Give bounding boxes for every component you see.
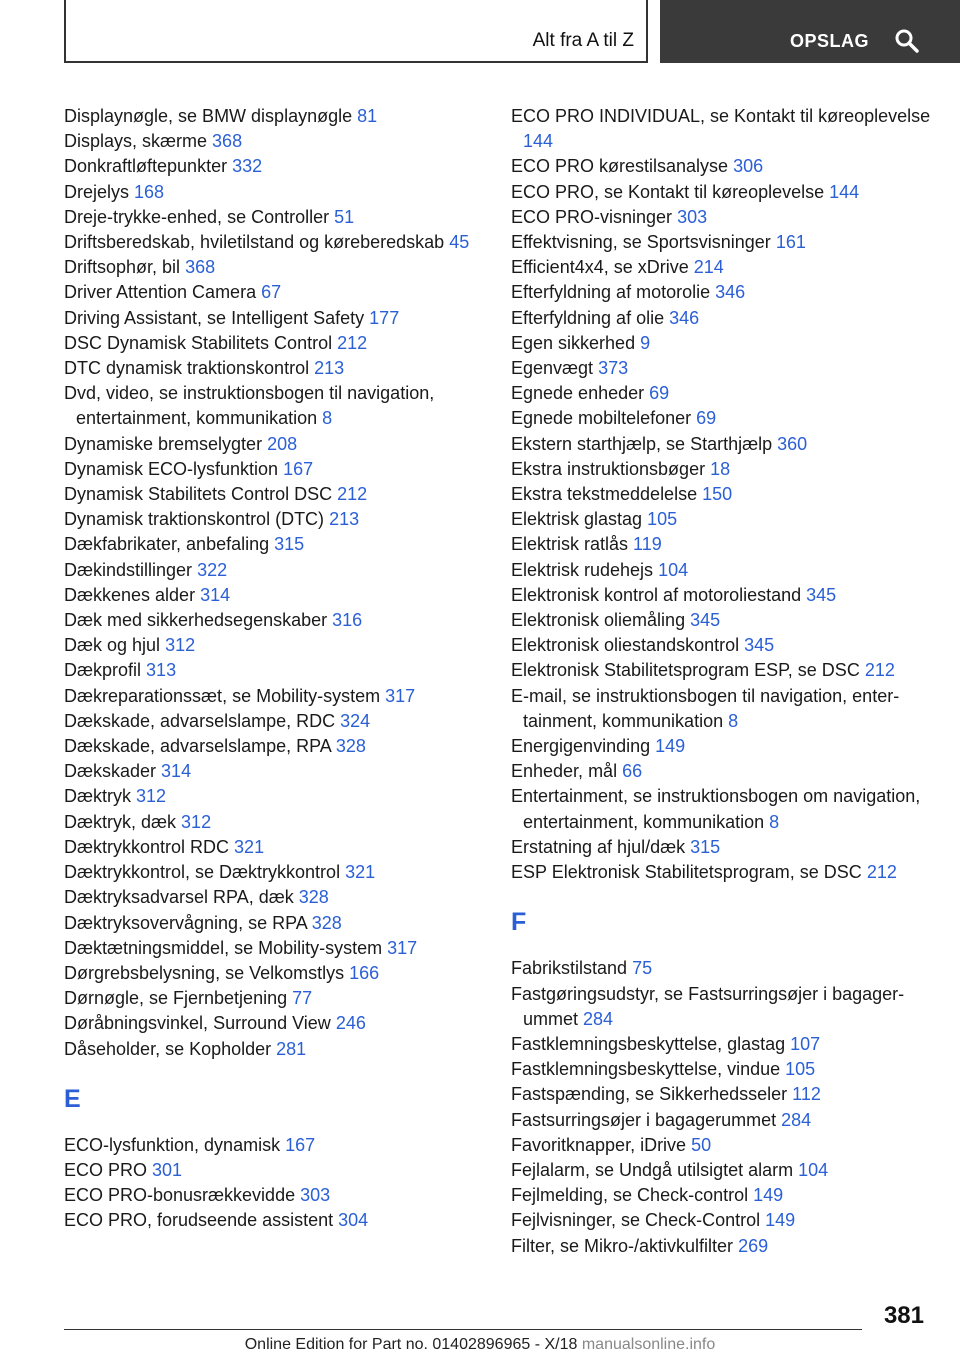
page-reference-link[interactable]: 144 xyxy=(829,181,860,202)
page-reference-link[interactable]: 51 xyxy=(334,206,355,227)
page-reference-link[interactable]: 149 xyxy=(765,1210,796,1231)
index-entry-text: Dæktætningsmiddel, se Mobility-system xyxy=(64,937,383,958)
index-entry xyxy=(64,331,494,356)
index-entry xyxy=(64,633,494,658)
index-entry xyxy=(511,1158,931,1183)
index-entry-text: Dæktryk, dæk xyxy=(64,811,177,832)
index-entry xyxy=(511,154,931,179)
page-reference-link[interactable]: 50 xyxy=(691,1134,712,1155)
index-entry-text: Fabrikstilstand xyxy=(511,958,628,979)
page-reference-link[interactable]: 213 xyxy=(329,509,360,530)
index-entry xyxy=(511,1108,931,1133)
index-entry-text: Favoritknapper, iDrive xyxy=(511,1134,687,1155)
index-entry-text: Dækprofil xyxy=(64,660,142,681)
index-entry xyxy=(511,583,931,608)
index-entry-text: Dækskade, advarselslampe, RDC xyxy=(64,710,336,731)
page-reference-link[interactable]: 18 xyxy=(710,458,731,479)
index-entry xyxy=(511,658,931,683)
index-entry xyxy=(511,205,931,230)
page-reference-link[interactable]: 321 xyxy=(345,862,376,883)
page-number: 381 xyxy=(883,1302,924,1329)
index-entry-text: Egnede mobiltelefoner xyxy=(511,408,692,429)
index-entry xyxy=(511,280,931,305)
index-entry xyxy=(64,432,494,457)
index-entry xyxy=(511,306,931,331)
page-reference-link[interactable]: 167 xyxy=(283,458,314,479)
page-reference-link[interactable]: 315 xyxy=(690,836,721,857)
page-reference-link[interactable]: 8 xyxy=(769,811,780,832)
index-column-right xyxy=(511,104,931,1259)
index-entry-text: DSC Dynamisk Stabilitets Control xyxy=(64,332,333,353)
page-reference-link[interactable]: 303 xyxy=(677,206,708,227)
index-entry-text: Fejlvisninger, se Check-Control xyxy=(511,1210,761,1231)
index-entry xyxy=(64,709,494,734)
header-section-box xyxy=(64,0,648,63)
index-entry-text: ECO PRO xyxy=(64,1159,148,1180)
index-entry xyxy=(64,205,494,230)
index-entry-text: Egenvægt xyxy=(511,358,594,379)
index-entry-text: Dynamisk Stabilitets Control DSC xyxy=(64,484,333,505)
index-entry-text: Dynamisk traktionskontrol (DTC) xyxy=(64,509,325,530)
index-entry xyxy=(64,986,494,1011)
index-entry xyxy=(511,1208,931,1233)
page-reference-link[interactable]: 306 xyxy=(733,156,764,177)
index-entry-text: Dynamisk ECO-lysfunktion xyxy=(64,458,279,479)
index-entry xyxy=(64,961,494,986)
index-entry-text: Dæk med sikkerhedsegenskaber xyxy=(64,610,328,631)
index-entry xyxy=(64,734,494,759)
index-entry-text: Fastsurringsøjer i bagagerummet xyxy=(511,1109,777,1130)
index-entry-text: Elektronisk kontrol af motoroliestand xyxy=(511,584,802,605)
index-entry-text: ESP Elektronisk Stabilitetsprogram, se DSC xyxy=(511,862,862,883)
index-entry-text: ECO PRO, forudseende assistent xyxy=(64,1210,334,1231)
index-entry-text: Fejlmelding, se Check-control xyxy=(511,1185,749,1206)
index-entry xyxy=(64,608,494,633)
index-entry xyxy=(64,860,494,885)
index-entry xyxy=(511,633,931,658)
page-reference-link[interactable]: 119 xyxy=(633,534,662,555)
page-reference-link[interactable]: 149 xyxy=(753,1185,784,1206)
index-entry-text: Dækindstillinger xyxy=(64,559,193,580)
section-title: Alt fra A til Z xyxy=(532,30,634,51)
index-entry xyxy=(64,104,494,129)
index-entry xyxy=(511,331,931,356)
watermark: manualsonline.info xyxy=(581,1336,716,1353)
index-entry xyxy=(64,583,494,608)
page-reference-link[interactable]: 328 xyxy=(311,912,342,933)
index-entry xyxy=(511,1183,931,1208)
page-reference-link[interactable]: 8 xyxy=(322,408,333,429)
index-entry xyxy=(511,255,931,280)
index-entry-text: ECO PRO-visninger xyxy=(511,206,673,227)
index-entry xyxy=(64,885,494,910)
index-entry-text: Dækskader xyxy=(64,761,157,782)
page-reference-link[interactable]: 322 xyxy=(197,559,228,580)
index-entry xyxy=(64,1011,494,1036)
index-entry xyxy=(64,810,494,835)
page-reference-link[interactable]: 368 xyxy=(212,131,243,152)
index-entry xyxy=(511,759,931,784)
index-entry xyxy=(511,956,931,981)
index-entry-text: Elektronisk Stabilitetsprogram ESP, se DSC xyxy=(511,660,860,681)
index-entry xyxy=(64,1133,494,1158)
page-reference-link[interactable]: 284 xyxy=(781,1109,812,1130)
page-reference-link[interactable]: 284 xyxy=(583,1008,614,1029)
page-reference-link[interactable]: 177 xyxy=(369,307,400,328)
page-reference-link[interactable]: 45 xyxy=(449,232,470,253)
page-reference-link[interactable]: 212 xyxy=(864,660,895,681)
page-reference-link[interactable]: 112 xyxy=(792,1084,821,1105)
index-entry-text: Egen sikkerhed xyxy=(511,332,636,353)
index-entry xyxy=(511,860,931,885)
index-entry xyxy=(511,532,931,557)
footer xyxy=(0,1336,960,1354)
index-entry-text: Dåseholder, se Kopholder xyxy=(64,1038,272,1059)
index-entry-text: Ekstern starthjælp, se Starthjælp xyxy=(511,433,773,454)
index-entry-text: ECO PRO, se Kontakt til køreoplevelse xyxy=(511,181,825,202)
index-entry-text: Effektvisning, se Sportsvisninger xyxy=(511,232,771,253)
index-entry xyxy=(511,1057,931,1082)
page-reference-link[interactable]: 8 xyxy=(728,710,739,731)
index-entry-text: Ekstra tekstmeddelelse xyxy=(511,484,698,505)
index-entry xyxy=(64,255,494,280)
index-entry-text: Driving Assistant, se Intelligent Safety xyxy=(64,307,365,328)
index-entry-text: Filter, se Mikro-/aktivkulfilter xyxy=(511,1235,734,1256)
page-reference-link[interactable]: 161 xyxy=(775,232,806,253)
index-entry-text: Enheder, mål xyxy=(511,761,618,782)
page-reference-link[interactable]: 345 xyxy=(806,584,837,605)
page-reference-link[interactable]: 212 xyxy=(866,862,897,883)
index-entry xyxy=(64,1208,494,1233)
page-reference-link[interactable]: 105 xyxy=(647,509,678,530)
index-entry xyxy=(511,1032,931,1057)
page-reference-link[interactable]: 107 xyxy=(790,1033,821,1054)
page-reference-link[interactable]: 214 xyxy=(693,257,724,278)
page-reference-link[interactable]: 301 xyxy=(152,1159,183,1180)
page-reference-link[interactable]: 9 xyxy=(640,332,651,353)
index-entry-text: Dækskade, advarselslampe, RPA xyxy=(64,736,331,757)
page-reference-link[interactable]: 328 xyxy=(298,887,329,908)
page-reference-link[interactable]: 104 xyxy=(658,559,689,580)
index-entry xyxy=(511,734,931,759)
index-entry xyxy=(511,558,931,583)
page-reference-link[interactable]: 105 xyxy=(785,1059,816,1080)
page-reference-link[interactable]: 345 xyxy=(690,610,721,631)
index-entry-text: Elektrisk glastag xyxy=(511,509,643,530)
index-entry-text: Dækkenes alder xyxy=(64,584,196,605)
page-reference-link[interactable]: 345 xyxy=(744,635,775,656)
index-entry-text: ECO-lysfunktion, dynamisk xyxy=(64,1134,281,1155)
search-icon xyxy=(894,28,920,54)
index-entry-text: Elektrisk rudehejs xyxy=(511,559,654,580)
index-entry xyxy=(64,558,494,583)
page-reference-link[interactable]: 317 xyxy=(387,937,418,958)
index-entry xyxy=(64,936,494,961)
page-reference-link[interactable]: 208 xyxy=(267,433,298,454)
page-reference-link[interactable]: 373 xyxy=(598,358,629,379)
page-reference-link[interactable]: 303 xyxy=(300,1185,331,1206)
page-reference-link[interactable]: 315 xyxy=(274,534,305,555)
index-entry xyxy=(511,1234,931,1259)
page-reference-link[interactable]: 75 xyxy=(632,958,653,979)
page-reference-link[interactable]: 313 xyxy=(146,660,177,681)
index-entry xyxy=(64,1037,494,1062)
index-entry-text: Fejlalarm, se Undgå utilsigtet alarm xyxy=(511,1159,794,1180)
index-entry-text: Dvd, video, se instruktionsbogen til navigation, entertainment, kommunikation xyxy=(64,383,435,429)
index-entry-text: ECO PRO INDIVIDUAL, se Kontakt til køreoplevelse xyxy=(511,106,931,126)
index-entry-text: Entertainment, se instruktionsbogen om navigation, entertainment, kommunikation xyxy=(511,786,921,832)
page-reference-link[interactable]: 69 xyxy=(696,408,717,429)
page-reference-link[interactable]: 144 xyxy=(523,131,554,152)
index-entry-text: Fastspænding, se Sikkerhedsseler xyxy=(511,1084,788,1105)
index-entry xyxy=(511,381,931,406)
index-entry xyxy=(64,759,494,784)
index-entry-text: E-mail, se instruktionsbogen til navigation, entertainment, kommunikation xyxy=(511,685,900,731)
page-reference-link[interactable]: 246 xyxy=(335,1013,366,1034)
index-entry-text: Dæk og hjul xyxy=(64,635,161,656)
page-reference-link[interactable]: 317 xyxy=(385,685,416,706)
index-entry xyxy=(64,507,494,532)
page-reference-link[interactable]: 212 xyxy=(337,332,368,353)
page-reference-link[interactable]: 346 xyxy=(669,307,700,328)
index-entry xyxy=(64,457,494,482)
index-entry-text: Donkraftløftepunkter xyxy=(64,156,228,177)
index-entry xyxy=(511,784,931,834)
page-reference-link[interactable]: 316 xyxy=(332,610,363,631)
page-reference-link[interactable]: 77 xyxy=(292,988,313,1009)
page-reference-link[interactable]: 321 xyxy=(234,836,265,857)
page-reference-link[interactable]: 212 xyxy=(337,484,368,505)
page-reference-link[interactable]: 213 xyxy=(314,358,345,379)
opslag-tab[interactable] xyxy=(660,0,960,63)
index-entry xyxy=(64,230,494,255)
index-entry xyxy=(64,381,494,431)
page-reference-link[interactable]: 312 xyxy=(136,786,167,807)
edition-text: Online Edition for Part no. 01402896965 - X/18 xyxy=(244,1336,578,1353)
page-reference-link[interactable]: 67 xyxy=(261,282,282,303)
index-column-left xyxy=(64,104,494,1234)
index-entry-text: Dæktrykkontrol, se Dæktrykkontrol xyxy=(64,862,341,883)
index-entry xyxy=(64,684,494,709)
page-reference-link[interactable]: 149 xyxy=(655,736,686,757)
page-reference-link[interactable]: 324 xyxy=(340,710,371,731)
index-entry xyxy=(64,154,494,179)
index-entry xyxy=(64,658,494,683)
index-entry-text: Displaynøgle, se BMW displaynøgle xyxy=(64,106,353,126)
index-entry xyxy=(64,306,494,331)
page-reference-link[interactable]: 66 xyxy=(622,761,643,782)
footer-divider xyxy=(64,1329,862,1330)
index-entry-text: ECO PRO-bonusrækkevidde xyxy=(64,1185,296,1206)
index-entry-text: Egnede enheder xyxy=(511,383,645,404)
index-entry-text: Døråbningsvinkel, Surround View xyxy=(64,1013,331,1034)
index-entry-text: Dynamiske bremselygter xyxy=(64,433,263,454)
page-reference-link[interactable]: 269 xyxy=(738,1235,769,1256)
index-entry-text: Elektronisk oliestandskontrol xyxy=(511,635,740,656)
index-entry-text: Fastklemningsbeskyttelse, vindue xyxy=(511,1059,781,1080)
index-entry xyxy=(511,608,931,633)
index-entry xyxy=(511,1133,931,1158)
index-entry-text: Dæktryk xyxy=(64,786,131,807)
index-entry xyxy=(64,129,494,154)
index-entry xyxy=(511,180,931,205)
page-reference-link[interactable]: 150 xyxy=(702,484,733,505)
index-entry xyxy=(64,280,494,305)
index-entry-text: Displays, skærme xyxy=(64,131,208,152)
index-letter-heading: E xyxy=(64,1084,81,1113)
index-entry xyxy=(64,1158,494,1183)
page-reference-link[interactable]: 328 xyxy=(335,736,366,757)
page-reference-link[interactable]: 104 xyxy=(798,1159,829,1180)
index-entry xyxy=(511,684,931,734)
index-entry-text: Drejelys xyxy=(64,181,130,202)
page-reference-link[interactable]: 314 xyxy=(200,584,231,605)
index-entry xyxy=(511,356,931,381)
index-entry-text: Dæktryksovervågning, se RPA xyxy=(64,912,307,933)
index-entry xyxy=(64,356,494,381)
index-entry-text: Efterfyldning af motorolie xyxy=(511,282,711,303)
index-entry xyxy=(511,230,931,255)
index-entry-text: Erstatning af hjul/dæk xyxy=(511,836,686,857)
index-entry-text: Driftsberedskab, hviletilstand og køreberedskab xyxy=(64,232,445,253)
page-reference-link[interactable]: 166 xyxy=(349,962,380,983)
index-entry-text: DTC dynamisk traktionskontrol xyxy=(64,358,310,379)
page-reference-link[interactable]: 69 xyxy=(649,383,670,404)
index-entry xyxy=(64,1183,494,1208)
index-entry-text: Dækreparationssæt, se Mobility-system xyxy=(64,685,381,706)
index-entry xyxy=(64,532,494,557)
page-reference-link[interactable]: 168 xyxy=(134,181,165,202)
index-entry xyxy=(511,104,931,154)
index-entry-text: Driftsophør, bil xyxy=(64,257,181,278)
page-reference-link[interactable]: 312 xyxy=(181,811,212,832)
index-entry-text: Dæktryksadvarsel RPA, dæk xyxy=(64,887,294,908)
index-entry-text: Elektronisk oliemåling xyxy=(511,610,686,631)
index-entry-text: Dørnøgle, se Fjernbetjening xyxy=(64,988,288,1009)
page-reference-link[interactable]: 81 xyxy=(357,106,378,126)
index-entry xyxy=(511,835,931,860)
index-entry-text: Driver Attention Camera xyxy=(64,282,257,303)
index-entry xyxy=(64,911,494,936)
index-entry-text: Efficient4x4, se xDrive xyxy=(511,257,689,278)
index-entry-text: Ekstra instruktionsbøger xyxy=(511,458,706,479)
index-entry xyxy=(511,457,931,482)
page-reference-link[interactable]: 314 xyxy=(161,761,192,782)
index-entry xyxy=(64,835,494,860)
index-entry xyxy=(64,482,494,507)
index-entry-text: Fastgøringsudstyr, se Fastsurringsøjer i bagagerummet xyxy=(511,983,905,1029)
index-entry xyxy=(64,784,494,809)
index-entry xyxy=(511,507,931,532)
index-entry xyxy=(64,180,494,205)
index-entry-text: Efterfyldning af olie xyxy=(511,307,665,328)
page-reference-link[interactable]: 346 xyxy=(715,282,746,303)
page-reference-link[interactable]: 360 xyxy=(777,433,808,454)
index-letter-heading: F xyxy=(511,908,527,937)
index-entry xyxy=(511,1082,931,1107)
index-entry-text: ECO PRO kørestilsanalyse xyxy=(511,156,729,177)
index-entry-text: Elektrisk ratlås xyxy=(511,534,629,555)
index-entry-text: Dæktrykkontrol RDC xyxy=(64,836,230,857)
page-reference-link[interactable]: 312 xyxy=(165,635,196,656)
page-reference-link[interactable]: 332 xyxy=(232,156,263,177)
index-entry xyxy=(511,482,931,507)
page-reference-link[interactable]: 167 xyxy=(285,1134,316,1155)
page-reference-link[interactable]: 368 xyxy=(185,257,216,278)
index-entry xyxy=(511,406,931,431)
index-entry-text: Dreje-trykke-enhed, se Controller xyxy=(64,206,330,227)
index-entry xyxy=(511,432,931,457)
index-entry-text: Energigenvinding xyxy=(511,736,651,757)
page-reference-link[interactable]: 281 xyxy=(276,1038,307,1059)
page-reference-link[interactable]: 304 xyxy=(338,1210,369,1231)
index-entry-text: Fastklemningsbeskyttelse, glastag xyxy=(511,1033,786,1054)
index-entry-text: Dørgrebsbelysning, se Velkomstlys xyxy=(64,962,345,983)
index-entry xyxy=(511,982,931,1032)
index-entry-text: Dækfabrikater, anbefaling xyxy=(64,534,270,555)
opslag-tab-label: OPSLAG xyxy=(790,31,870,51)
